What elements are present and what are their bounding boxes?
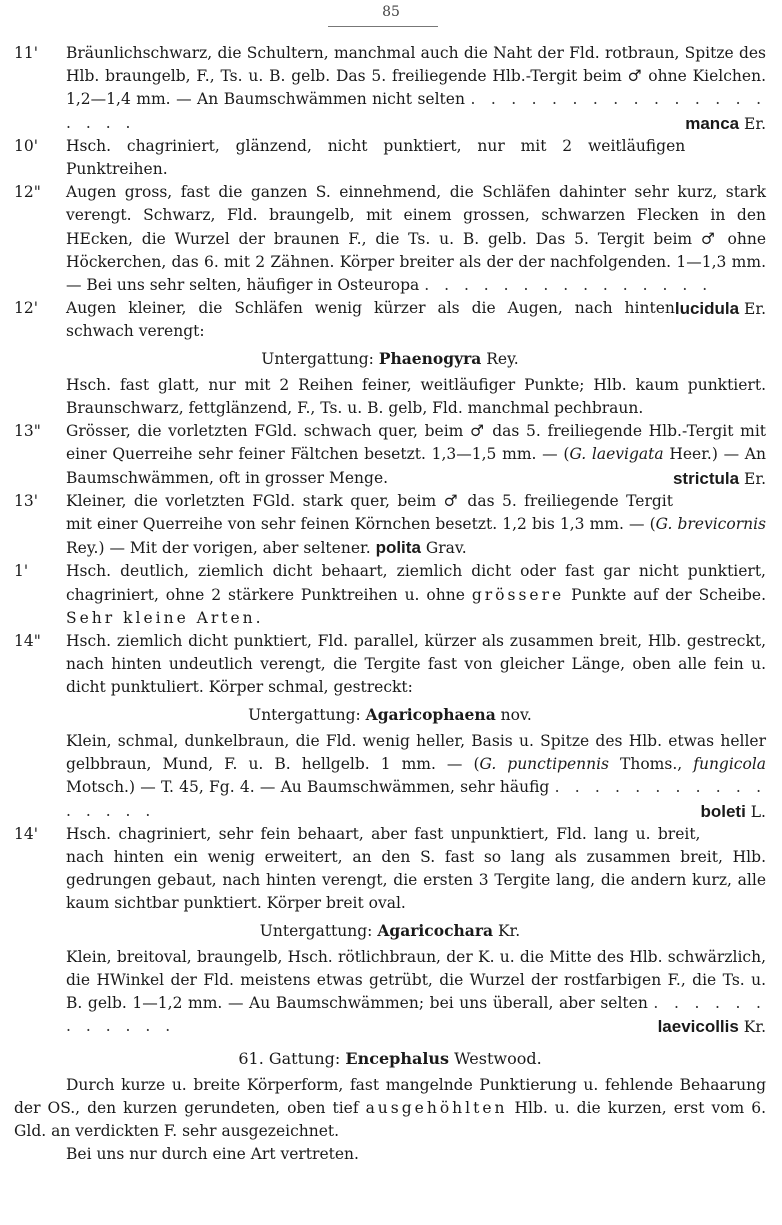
header-rule (328, 26, 438, 27)
species-name: laevicollis Kr. (657, 1017, 766, 1037)
species-name: manca Er. (685, 113, 766, 133)
subgenus-description: Hsch. fast glatt, nur mit 2 Reihen feiner, weitläufiger Punkte; Hlb. kaum punktiert. Braunschwarz, fettglänzend, F., Ts. u. B. gelb, Fld. manchmal pechbraun. (66, 375, 766, 418)
key-entry-13pp: 13" Grösser, die vorletzten FGld. schwach quer, beim ♂ das 5. freiliegende Hlb.-Tergit mit einer Querreihe sehr feiner Fältchen besetzt. 1,3—1,5 mm. — (G. laevigata Heer.) — An Baumschwämmen, oft in grosser Menge. strictula Er. (14, 420, 766, 490)
entry-text: Hsch. chagriniert, sehr fein behaart, aber fast unpunktiert, Fld. lang u. breit, nach hinten ein wenig erweitert, an den S. fast so lang als zusammen breit, Hlb. gedrungen gebaut, nach hinten verengt, die ersten 3 Tergite lang, die andern kurz, alle kaum sichtbar punktiert. Körper breit oval. (66, 824, 766, 913)
entry-text: Augen gross, fast die ganzen S. einnehmend, die Schläfen dahinter sehr kurz, stark verengt. Schwarz, Fld. braungelb, mit einem grossen, schwarzen Flecken in den HEcken, die Wurzel der braunen F., die Ts. u. B. gelb. Das 5. Tergit beim ♂ ohne Höckerchen, das 6. mit 2 Zähnen. Körper breiter als der der nachfolgenden. 1—1,3 mm. — Bei uns sehr selten, häufiger in Osteuropa (66, 183, 766, 295)
subgenus-heading-agaricochara: Untergattung: Agaricochara Kr. (259, 920, 521, 940)
entry-number: 13" (14, 422, 41, 441)
leader-dots: . . . . . . . . . . . . . . . . (66, 778, 767, 820)
entry-number: 11' (14, 44, 38, 62)
leader-dots: . . . . . . . . . . . . . . . (424, 276, 713, 295)
species-name: strictula Er. (672, 468, 766, 488)
species-name: lucidula Er. (674, 299, 766, 319)
entry-text: Augen kleiner, die Schläfen wenig kürzer als die Augen, nach hinten schwach verengt: (66, 299, 675, 341)
key-entry-12p (14, 297, 766, 343)
entry-number: 14' (14, 824, 38, 843)
genus-description: Durch kurze u. breite Körperform, fast mangelnde Punktierung u. fehlende Behaarung der OS., den kurzen gerundeten, oben tief ausgehöhlten Hlb. u. die kurzen, erst vom 6. Gld. an verdickten F. sehr ausgezeichnet. (14, 1075, 766, 1141)
entry-number: 10' (14, 136, 38, 155)
key-entry-10p (14, 135, 766, 181)
subgenus-description: Klein, breitoval, braungelb, Hsch. rötlichbraun, der K. u. die Mitte des Hlb. schwärzlich, die HWinkel der Fld. meistens etwas getrübt, die Wurzel der rostfarbigen F., die Ts. u. B. gelb. 1—1,2 mm. — Au Baumschwämmen; bei uns überall, aber selten . . . . . . . . . . . . laevicollis Kr. (14, 946, 766, 1039)
entry-number: 12' (14, 299, 38, 318)
key-entry-13p: 13' Kleiner, die vorletzten FGld. stark quer, beim ♂ das 5. freiliegende Tergit mit einer Querreihe von sehr feinen Körnchen besetzt. 1,2 bis 1,3 mm. — (G. brevicornis Rey.) — Mit der vorigen, aber seltener. polita Grav. (14, 491, 766, 558)
key-entry-14p (14, 823, 766, 916)
entry-number: 13' (14, 491, 38, 510)
genus-heading-encephalus: 61. Gattung: Encephalus Westwood. (238, 1048, 542, 1068)
subgenus-heading-agaricophaena: Untergattung: Agaricophaena nov. (248, 704, 532, 724)
entry-text: Bräunlichschwarz, die Schultern, manchmal auch die Naht der Fld. rotbraun, Spitze des Hlb. braungelb, F., Ts. u. B. gelb. Das 5. freiliegende Hlb.-Tergit beim ♂ ohne Kielchen. 1,2—1,4 mm. — An Baumschwämmen nicht selten (66, 44, 766, 109)
page-content (14, 42, 766, 1167)
entry-number: 14" (14, 632, 41, 651)
key-entry-1p: 1' Hsch. deutlich, ziemlich dicht behaart, ziemlich dicht oder fast gar nicht punktiert, chagriniert, ohne 2 stärkere Punktreihen u. ohne grössere Punkte auf der Scheibe. Sehr kleine Arten. (14, 562, 766, 627)
key-entry-12pp (14, 181, 766, 319)
entry-text: Hsch. chagriniert, glänzend, nicht punktiert, nur mit 2 weitläufigen Punktreihen. (66, 136, 686, 179)
entry-number: 1' (14, 562, 29, 581)
entry-number: 12" (14, 183, 41, 202)
leader-dots: . . . . . . . . . . . . (66, 994, 766, 1036)
species-name: polita Grav. (375, 538, 467, 558)
leader-dots: . . . . . . . . . . . . . . . . . . . (66, 90, 766, 132)
entry-text: Hsch. ziemlich dicht punktiert, Fld. parallel, kürzer als zusammen breit, Hlb. gestreckt, nach hinten undeutlich verengt, die Tergite fast von gleicher Länge, oben alle fein u. dicht punktuliert. Körper schmal, gestreckt: (66, 632, 766, 697)
page-number: 85 (382, 4, 400, 20)
species-name: boleti L. (700, 801, 766, 821)
subgenus-description: Klein, schmal, dunkelbraun, die Fld. wenig heller, Basis u. Spitze des Hlb. etwas heller gelbbraun, Mund, F. u. B. hellgelb. 1 mm. — (G. punctipennis Thoms., fungicola Motsch.) — T. 45, Fg. 4. — Au Baumschwämmen, sehr häufig . . . . . . . . . . . . . . . . boleti L. (14, 730, 766, 823)
genus-note: Bei uns nur durch eine Art vertreten. (66, 1145, 359, 1164)
subgenus-heading-phaenogyra: Untergattung: Phaenogyra Rey. (261, 348, 519, 368)
key-entry-14pp (14, 630, 766, 700)
key-entry-11p (14, 42, 766, 135)
